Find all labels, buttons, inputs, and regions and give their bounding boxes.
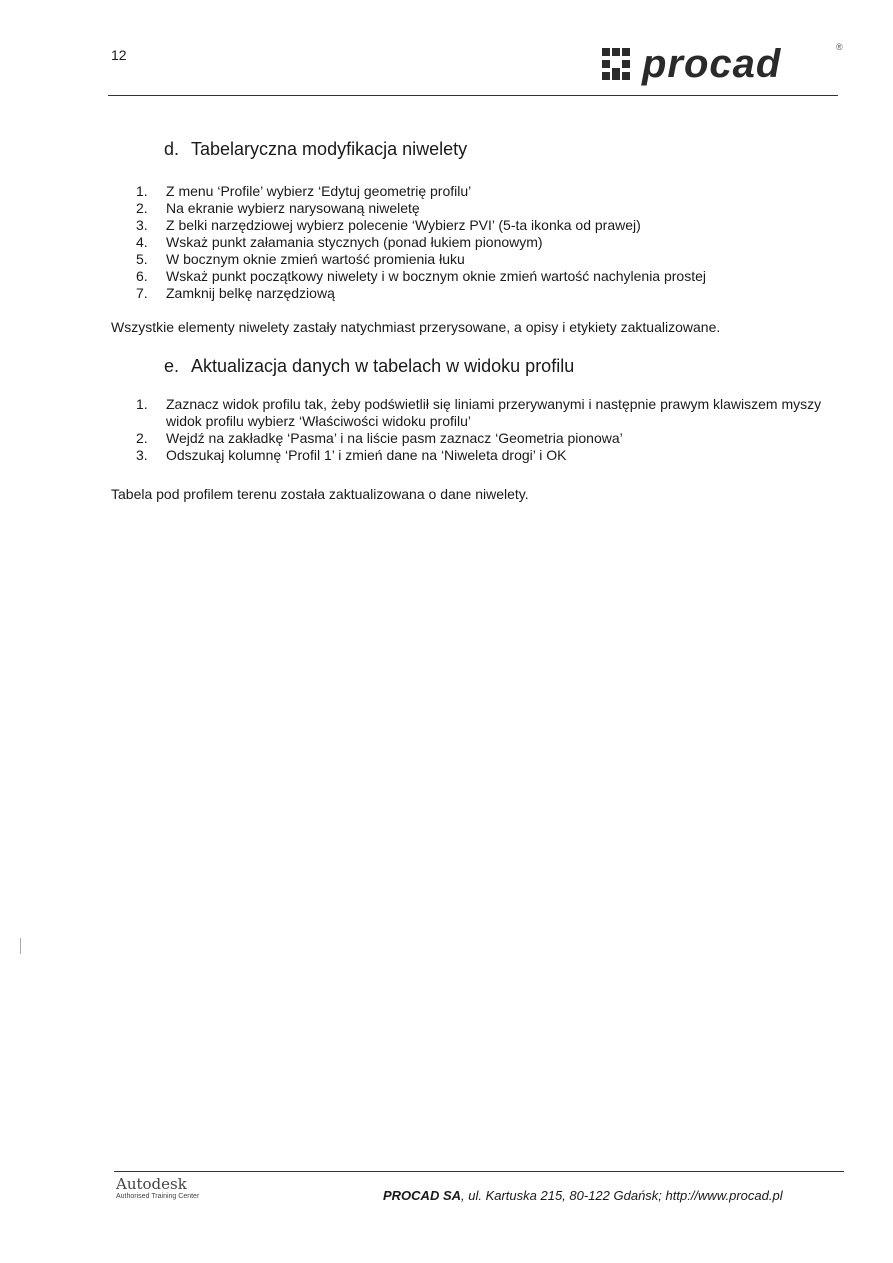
footer-company: PROCAD SA [383,1188,462,1203]
step-number: 3. [136,217,148,233]
list-item [136,217,706,234]
step-text: Wejdź na zakładkę ‘Pasma’ i na liście pasm zaznacz ‘Geometria pionowa’ [166,430,623,446]
list-item [136,234,706,251]
step-number: 7. [136,285,148,301]
step-number: 2. [136,200,148,216]
list-item [136,396,836,430]
page-number: 12 [111,47,127,63]
section-e-title: Aktualizacja danych w tabelach w widoku profilu [191,356,575,376]
step-text: Wskaż punkt załamania stycznych (ponad łukiem pionowym) [166,234,543,250]
scan-mark [20,938,21,954]
step-number: 6. [136,268,148,284]
footer-divider [114,1171,844,1172]
footer-address [383,1188,783,1203]
section-d-summary: Wszystkie elementy niwelety zastały natychmiast przerysowane, a opisy i etykiety zaktualizowane. [111,319,721,335]
autodesk-atc-label: Authorised Training Center [116,1193,200,1200]
step-text: Zaznacz widok profilu tak, żeby podświetlił się liniami przerywanymi i następnie prawym klawiszem myszy widok profilu wybierz ‘Właściwości widoku profilu’ [166,396,822,429]
list-item [136,251,706,268]
step-text: Z belki narzędziowej wybierz polecenie ‘Wybierz PVI’ (5-ta ikonka od prawej) [166,217,641,233]
section-d-steps [136,183,706,302]
step-number: 1. [136,396,148,412]
step-text: Odszukaj kolumnę ‘Profil 1’ i zmień dane na ‘Niweleta drogi’ i OK [166,447,567,463]
section-d-letter: d. [164,139,180,159]
step-number: 3. [136,447,148,463]
autodesk-logo-text: Autodesk [116,1175,187,1193]
step-text: Z menu ‘Profile’ wybierz ‘Edytuj geometrię profilu’ [166,183,472,199]
step-number: 5. [136,251,148,267]
registered-mark: ® [836,42,843,52]
list-item [136,430,836,447]
list-item [136,268,706,285]
step-number: 4. [136,234,148,250]
step-text: Na ekranie wybierz narysowaną niweletę [166,200,420,216]
step-text: W bocznym oknie zmień wartość promienia łuku [166,251,465,267]
section-e-summary: Tabela pod profilem terenu została zaktualizowana o dane niwelety. [111,486,529,502]
procad-logo-text: procad [642,42,782,86]
step-number: 2. [136,430,148,446]
section-e-heading [164,356,574,377]
list-item [136,183,706,200]
step-text: Wskaż punkt początkowy niwelety i w bocznym oknie zmień wartość nachylenia prostej [166,268,707,284]
section-d-title: Tabelaryczna modyfikacja niwelety [191,139,468,159]
section-d-heading [164,139,467,160]
section-e-letter: e. [164,356,180,376]
list-item [136,285,706,302]
list-item [136,200,706,217]
step-number: 1. [136,183,148,199]
list-item [136,447,836,464]
section-e-steps [136,396,836,464]
procad-logo [598,40,843,88]
procad-logo-mark-icon [598,44,636,84]
footer-address-text: , ul. Kartuska 215, 80-122 Gdańsk; http://www.procad.pl [461,1188,783,1203]
header-divider [108,95,838,96]
step-text: Zamknij belkę narzędziową [166,285,335,301]
